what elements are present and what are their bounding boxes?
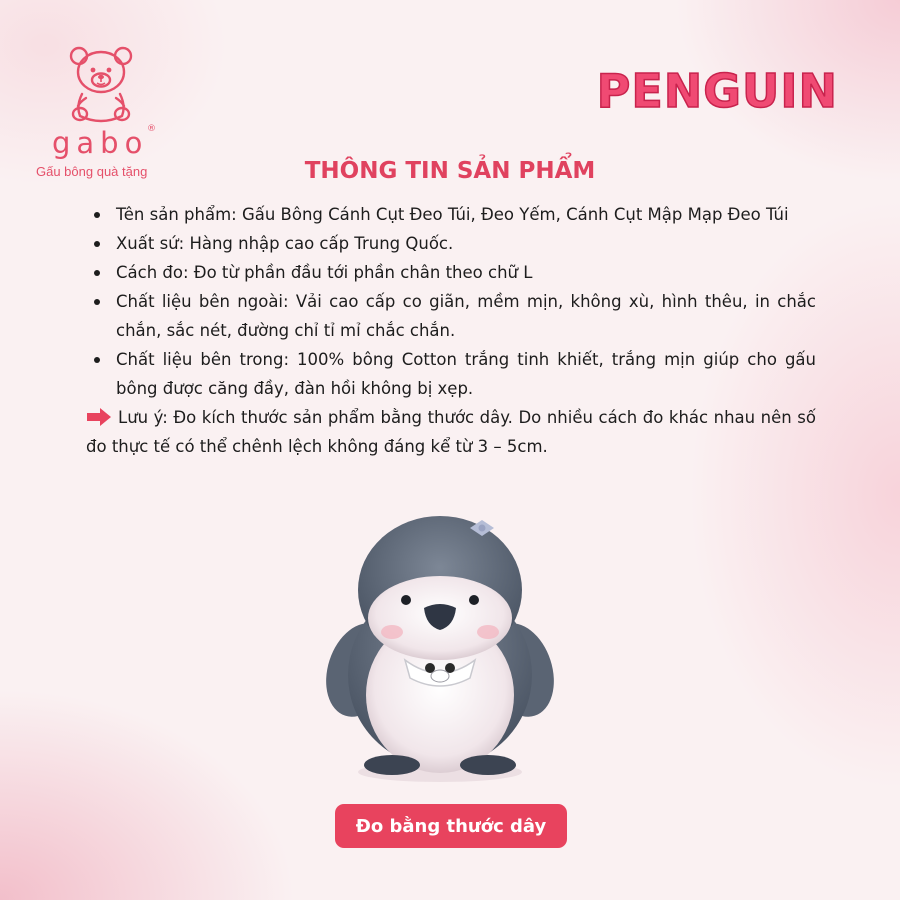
detail-list <box>86 200 816 403</box>
penguin-plush-image <box>320 490 560 790</box>
detail-item: Tên sản phẩm: Gấu Bông Cánh Cụt Đeo Túi, Đeo Yếm, Cánh Cụt Mập Mạp Đeo Túi <box>86 200 816 229</box>
teddy-bear-icon <box>66 44 136 124</box>
product-title: PENGUIN <box>596 64 838 118</box>
logo-tagline: Gấu bông quà tặng <box>36 164 148 179</box>
detail-item: Chất liệu bên ngoài: Vải cao cấp co giãn, mềm mịn, không xù, hình thêu, in chắc chắn, sắc nét, đường chỉ tỉ mỉ chắc chắn. <box>86 287 816 345</box>
measure-badge: Đo bằng thước dây <box>335 804 567 848</box>
note-text: Lưu ý: Đo kích thước sản phẩm bằng thước dây. Do nhiều cách đo khác nhau nên số đo thực tế có thể chênh lệch không đáng kể từ 3 – 5cm. <box>86 408 816 456</box>
product-info <box>86 200 816 461</box>
detail-item: Xuất sứ: Hàng nhập cao cấp Trung Quốc. <box>86 229 816 258</box>
logo-wordmark: gabo <box>52 126 149 160</box>
arrow-right-icon <box>86 408 112 426</box>
registered-mark: ® <box>147 124 156 134</box>
measurement-note <box>86 403 816 461</box>
detail-item: Cách đo: Đo từ phần đầu tới phần chân theo chữ L <box>86 258 816 287</box>
detail-item: Chất liệu bên trong: 100% bông Cotton trắng tinh khiết, trắng mịn giúp cho gấu bông được căng đầy, đàn hồi không bị xẹp. <box>86 345 816 403</box>
section-title: THÔNG TIN SẢN PHẨM <box>304 158 596 184</box>
